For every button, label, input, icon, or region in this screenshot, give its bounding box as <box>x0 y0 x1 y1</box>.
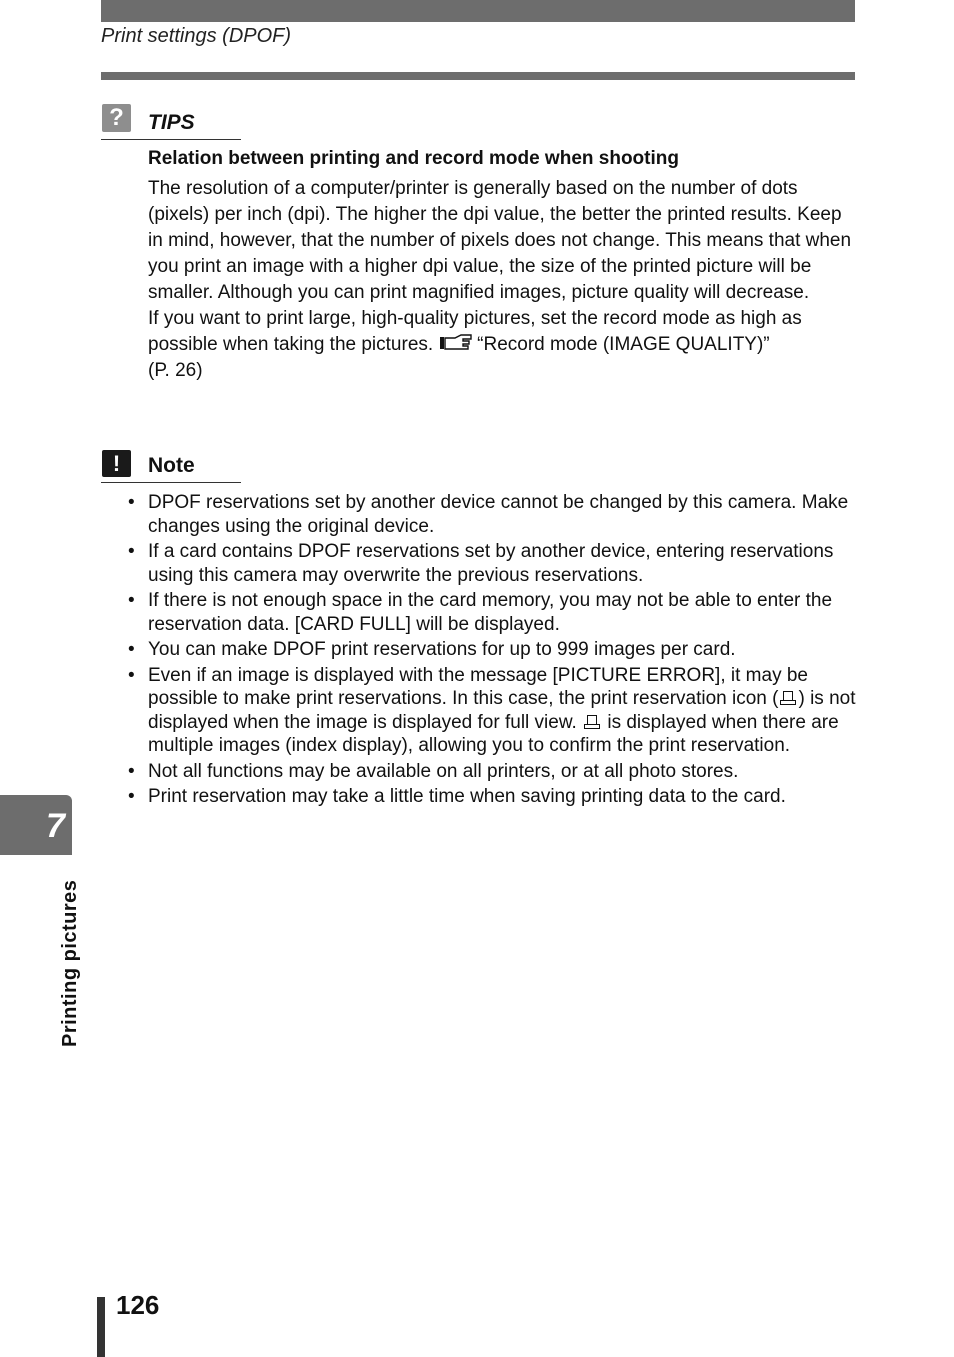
note-heading <box>101 446 241 483</box>
note-item-5-part-b: ) is not displayed when the image is displayed for full view. <box>148 688 856 733</box>
chapter-number: 7 <box>46 807 65 845</box>
note-item: • Print reservation may take a little time when saving printing data to the card. <box>124 785 856 809</box>
tips-heading <box>101 103 241 140</box>
note-item <box>124 664 856 758</box>
pointing-hand-icon <box>439 334 475 352</box>
tips-label: TIPS <box>148 111 195 134</box>
note-item-5-part-a: Even if an image is displayed with the message [PICTURE ERROR], it may be possible to make print reservations. In this case, the print reservation icon ( <box>148 664 808 709</box>
note-list <box>124 491 856 811</box>
tips-title: Relation between printing and record mode when shooting <box>148 148 679 169</box>
note-item: • Not all functions may be available on all printers, or at all photo stores. <box>124 760 856 784</box>
note-item-5-part-c: is displayed when there are multiple images (index display), allowing you to confirm the print reservation. <box>148 711 839 756</box>
note-item: • You can make DPOF print reservations for up to 999 images per card. <box>124 638 856 662</box>
header-bar <box>101 0 855 22</box>
tips-body <box>148 146 856 384</box>
chapter-tab <box>0 795 72 855</box>
chapter-label: Printing pictures <box>59 879 81 1047</box>
header-rule <box>101 72 855 80</box>
print-reservation-icon <box>780 691 796 705</box>
tips-reference[interactable]: “Record mode (IMAGE QUALITY)” <box>477 334 770 355</box>
exclamation-icon: ! <box>102 450 131 477</box>
page-number-bar <box>97 1297 105 1357</box>
tips-paragraph-2 <box>148 306 856 384</box>
tips-paragraph-1: The resolution of a computer/printer is generally based on the number of dots (pixels) per inch (dpi). The higher the dpi value, the better the printed results. Keep in mind, however, that the number of pixels does not change. This means that when you print an image with a higher dpi value, the size of the printed picture will be smaller. Although you can print magnified images, picture quality will decrease. <box>148 178 852 303</box>
print-reservation-icon <box>584 715 600 729</box>
tips-paragraph-2-text: If you want to print large, high-quality pictures, set the record mode as high as possible when taking the pictures. <box>148 308 802 355</box>
note-label: Note <box>148 454 195 477</box>
note-item: • DPOF reservations set by another device cannot be changed by this camera. Make changes using the original device. <box>124 491 856 538</box>
note-item: • If a card contains DPOF reservations set by another device, entering reservations using this camera may overwrite the previous reservations. <box>124 540 856 587</box>
note-item: • If there is not enough space in the card memory, you may not be able to enter the reservation data. [CARD FULL] will be displayed. <box>124 589 856 636</box>
question-icon: ? <box>102 104 131 132</box>
page-number: 126 <box>116 1290 160 1320</box>
tips-page-reference[interactable]: (P. 26) <box>148 360 203 381</box>
running-header: Print settings (DPOF) <box>101 25 292 47</box>
